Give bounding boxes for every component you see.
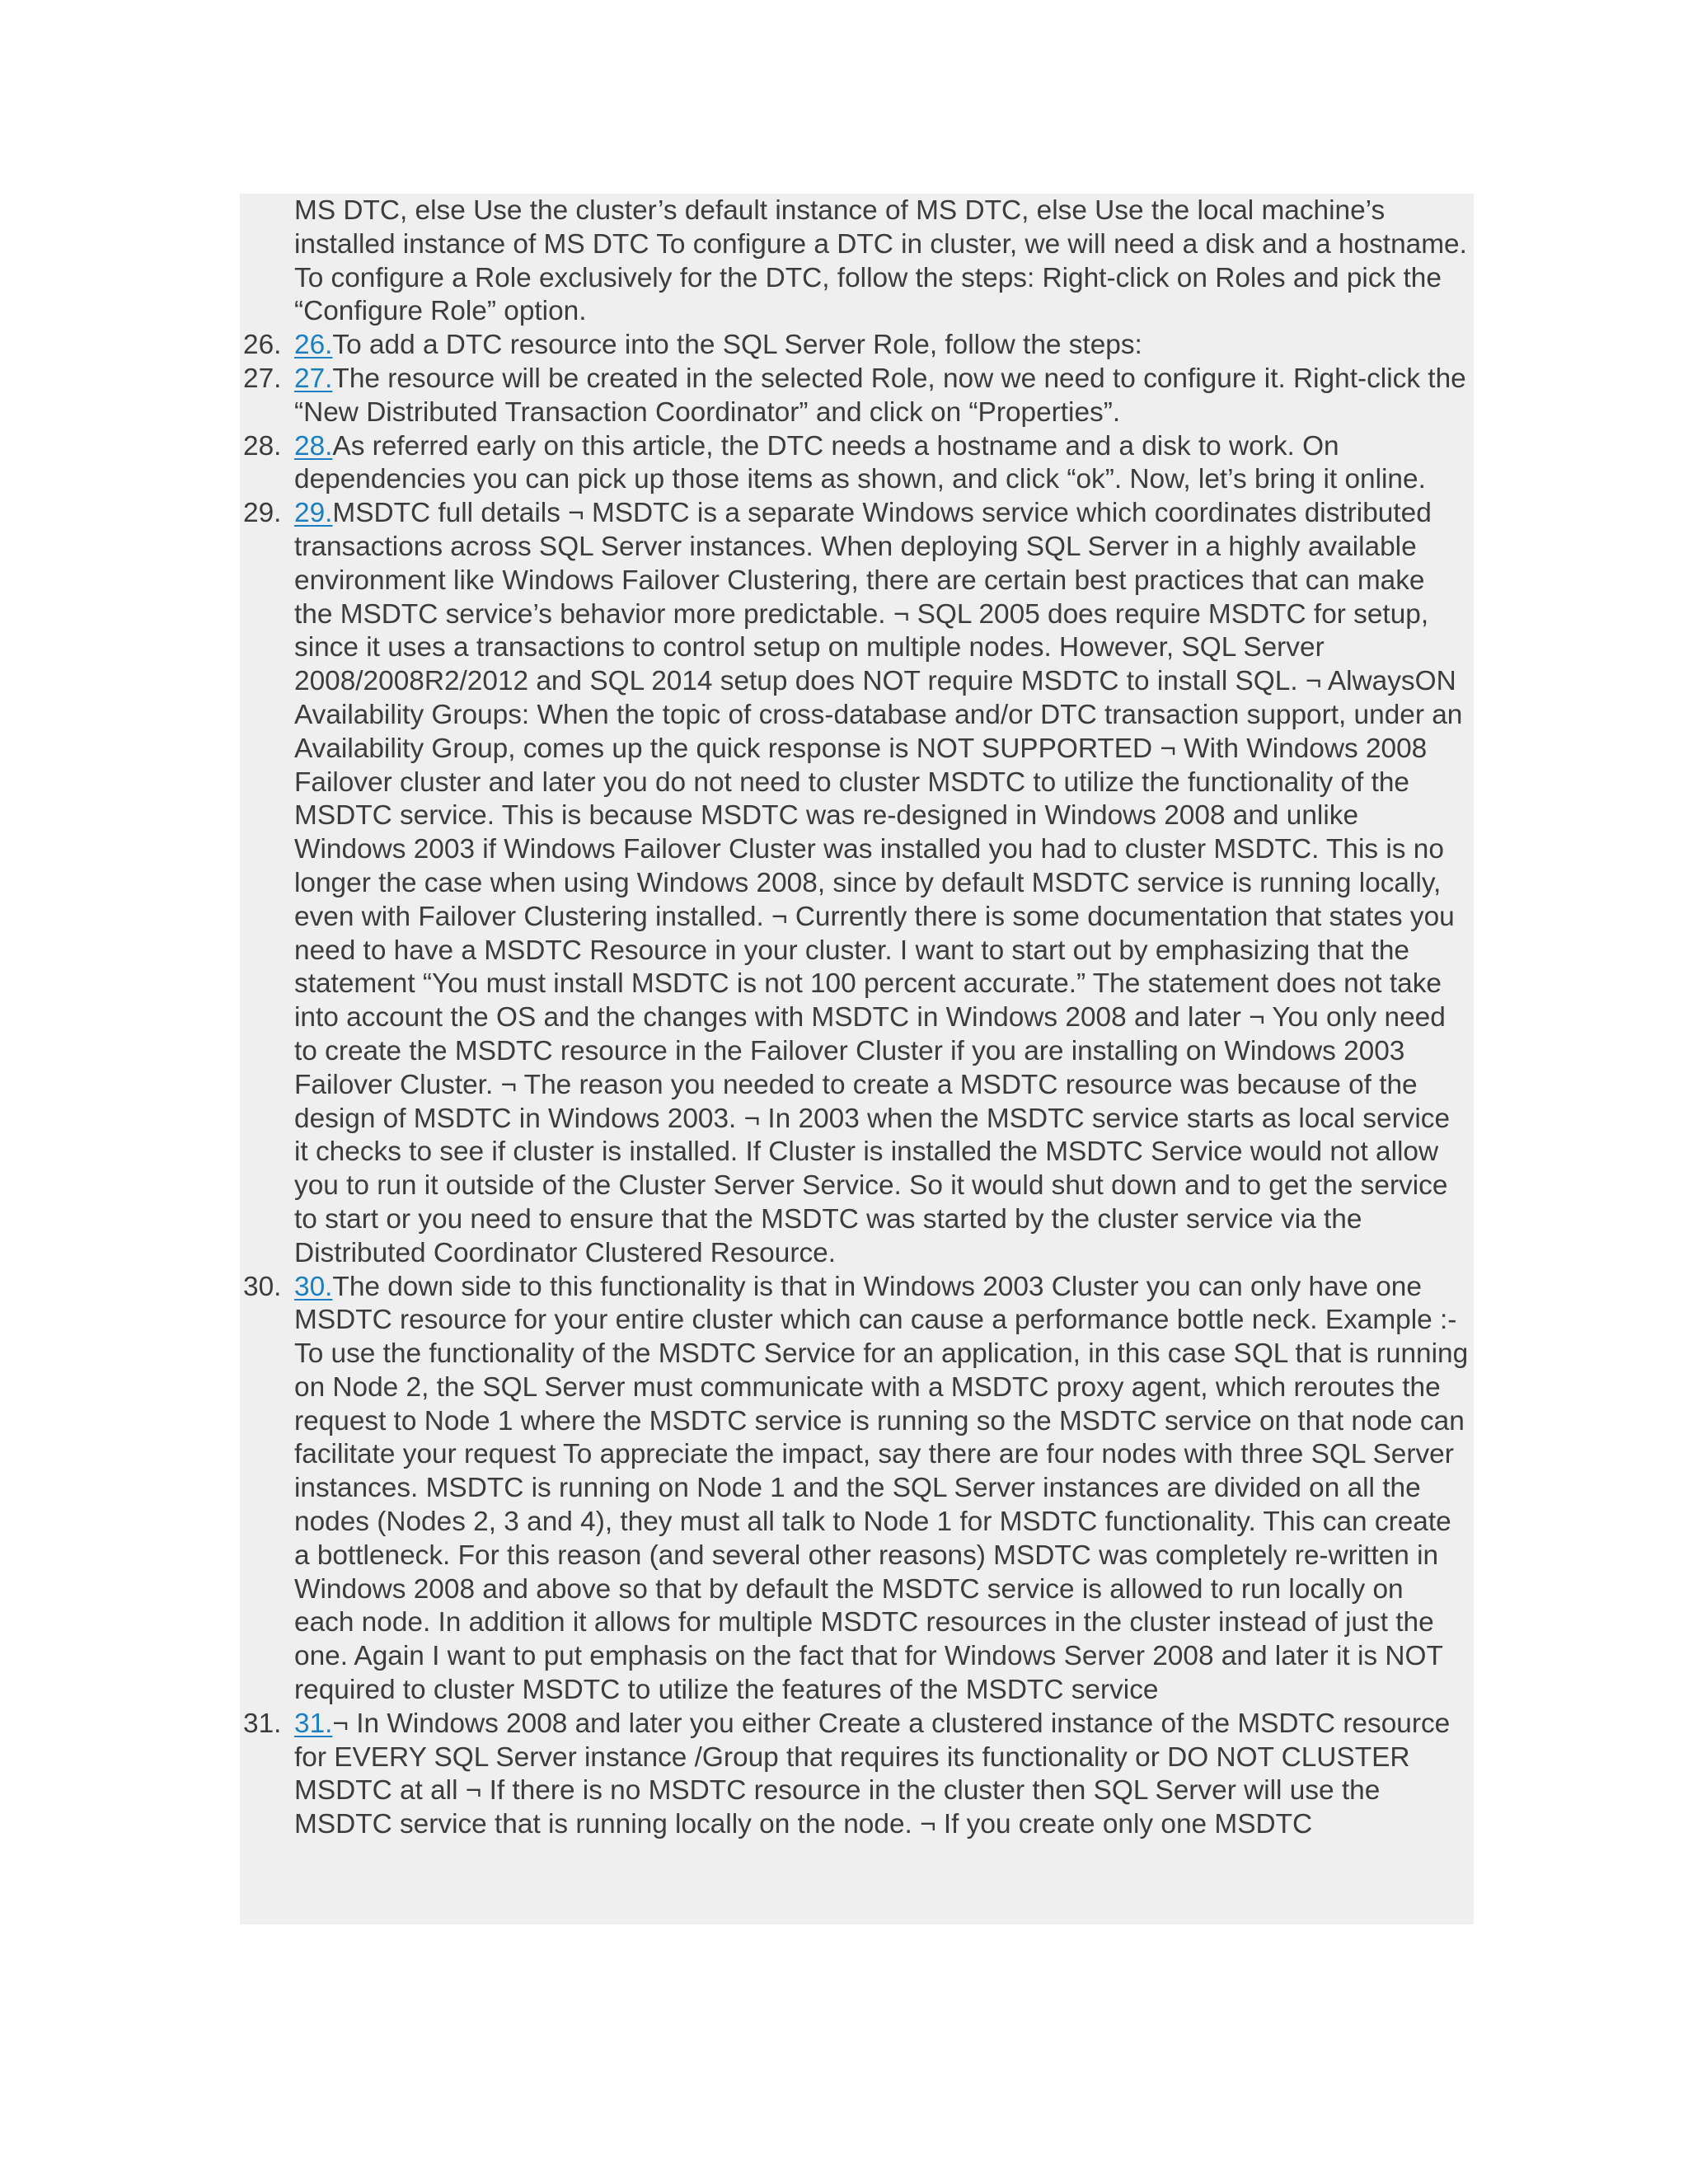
anchor-link-29[interactable]: 29. [294, 498, 333, 529]
continuation-text: MS DTC, else Use the cluster’s default instance of MS DTC, else Use the local machine’s installed instance of MS DTC To configure a DTC in cluster, we will need a disk and a hostname. To configure a Role exclusively for the DTC, follow the steps: Right-click on Roles and pick the “Configure Role” option. [294, 195, 1467, 327]
list-number: 26. [243, 330, 282, 361]
anchor-link-26[interactable]: 26. [294, 330, 333, 361]
list-item-31 [240, 1708, 1474, 1842]
list-item-29 [240, 497, 1474, 1270]
anchor-link-31[interactable]: 31. [294, 1708, 333, 1739]
list-number: 31. [243, 1708, 282, 1739]
continuation-paragraph [240, 194, 1474, 329]
list-number: 30. [243, 1271, 282, 1302]
list-item-text: The resource will be created in the selected Role, now we need to configure it. Right-click the “New Distributed Transaction Coordinator” and click on “Properties”. [294, 363, 1466, 428]
list-number: 29. [243, 498, 282, 529]
anchor-link-28[interactable]: 28. [294, 430, 333, 462]
list-number: 28. [243, 430, 282, 462]
list-item-28 [240, 430, 1474, 498]
list-item-30 [240, 1271, 1474, 1708]
list-item-27 [240, 363, 1474, 430]
anchor-link-27[interactable]: 27. [294, 363, 333, 394]
list-item-text: As referred early on this article, the DTC needs a hostname and a disk to work. On dependencies you can pick up those items as shown, and click “ok”. Now, let’s bring it online. [294, 430, 1426, 495]
list-item-26 [240, 329, 1474, 363]
list-item-text: To add a DTC resource into the SQL Server Role, follow the steps: [332, 330, 1142, 361]
document-content [240, 194, 1474, 1842]
anchor-link-30[interactable]: 30. [294, 1271, 333, 1302]
list-item-text: The down side to this functionality is that in Windows 2003 Cluster you can only have one MSDTC resource for your entire cluster which can cause a performance bottle neck. Example :- To use the functionality of the MSDTC Service for an application, in this case SQL that is running on Node 2, the SQL Server must communicate with a MSDTC proxy agent, which reroutes the request to Node 1 where the MSDTC service is running so the MSDTC service on that node can facilitate your request To appreciate the impact, say there are four nodes with three SQL Server instances. MSDTC is running on Node 1 and the SQL Server instances are divided on all the nodes (Nodes 2, 3 and 4), they must all talk to Node 1 for MSDTC functionality. This can create a bottleneck. For this reason (and several other reasons) MSDTC was completely re-written in Windows 2008 and above so that by default the MSDTC service is allowed to run locally on each node. In addition it allows for multiple MSDTC resources in the cluster instead of just the one. Again I want to put emphasis on the fact that for Windows Server 2008 and later it is NOT required to cluster MSDTC to utilize the features of the MSDTC service [294, 1271, 1469, 1706]
list-item-text: ¬ In Windows 2008 and later you either Create a clustered instance of the MSDTC resource for EVERY SQL Server instance /Group that requires its functionality or DO NOT CLUSTER MSDTC at all ¬ If there is no MSDTC resource in the cluster then SQL Server will use the MSDTC service that is running locally on the node. ¬ If you create only one MSDTC [294, 1708, 1451, 1840]
list-number: 27. [243, 363, 282, 394]
list-item-text: MSDTC full details ¬ MSDTC is a separate Windows service which coordinates distributed transactions across SQL Server instances. When deploying SQL Server in a highly available environment like Windows Failover Clustering, there are certain best practices that can make the MSDTC service’s behavior more predictable. ¬ SQL 2005 does require MSDTC for setup, since it uses a transactions to control setup on multiple nodes. However, SQL Server 2008/2008R2/2012 and SQL 2014 setup does NOT require MSDTC to install SQL. ¬ AlwaysON Availability Groups: When the topic of cross-database and/or DTC transaction support, under an Availability Group, comes up the quick response is NOT SUPPORTED ¬ With Windows 2008 Failover cluster and later you do not need to cluster MSDTC to utilize the functionality of the MSDTC service. This is because MSDTC was re-designed in Windows 2008 and unlike Windows 2003 if Windows Failover Cluster was installed you had to cluster MSDTC. This is no longer the case when using Windows 2008, since by default MSDTC service is running locally, even with Failover Clustering installed. ¬ Currently there is some documentation that states you need to have a MSDTC Resource in your cluster. I want to start out by emphasizing that the statement “You must install MSDTC is not 100 percent accurate.” The statement does not take into account the OS and the changes with MSDTC in Windows 2008 and later ¬ You only need to create the MSDTC resource in the Failover Cluster if you are installing on Windows 2003 Failover Cluster. ¬ The reason you needed to create a MSDTC resource was because of the design of MSDTC in Windows 2003. ¬ In 2003 when the MSDTC service starts as local service it checks to see if cluster is installed. If Cluster is installed the MSDTC Service would not allow you to run it outside of the Cluster Server Service. So it would shut down and to get the service to start or you need to ensure that the MSDTC was started by the cluster service via the Distributed Coordinator Clustered Resource. [294, 498, 1463, 1268]
